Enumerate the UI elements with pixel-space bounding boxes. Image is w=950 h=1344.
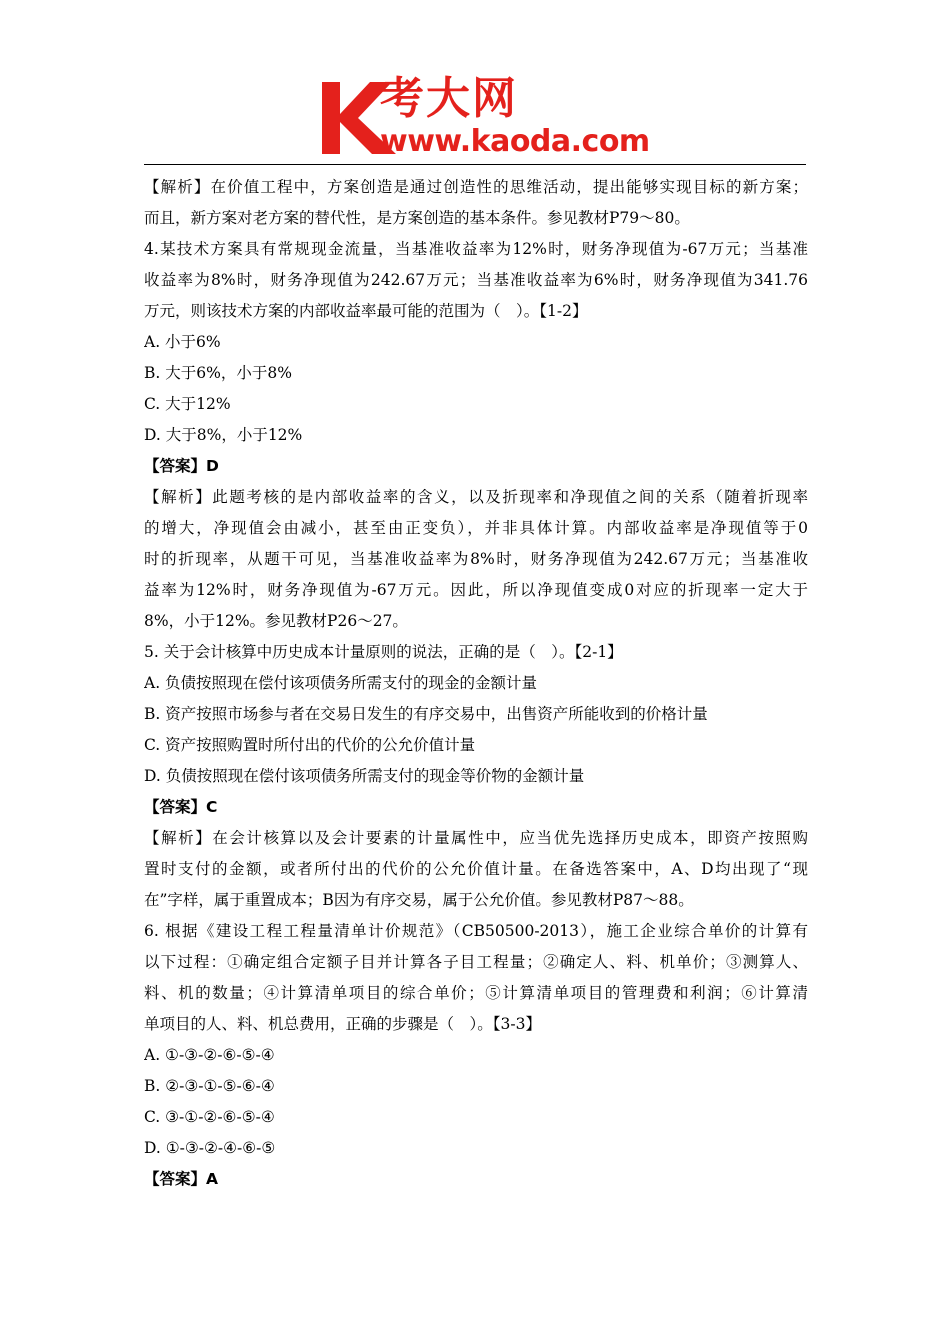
text-line: 5. 关于会计核算中历史成本计量原则的说法，正确的是（ ）。【2-1】: [144, 643, 623, 661]
text-line: B. 资产按照市场参与者在交易日发生的有序交易中，出售资产所能收到的价格计量: [144, 705, 708, 723]
text-line: B. ②-③-①-⑤-⑥-④: [144, 1077, 275, 1095]
text-line: C. 资产按照购置时所付出的代价的公允价值计量: [144, 736, 476, 754]
text-line: A. 小于6%: [144, 333, 221, 351]
text-line: B. 大于6%，小于8%: [144, 364, 292, 382]
text-line: 单项目的人、料、机总费用，正确的步骤是（ ）。【3-3】: [144, 1015, 541, 1033]
answer-line: 【答案】C: [144, 798, 218, 816]
logo-chinese-name: 考大网: [380, 73, 518, 124]
answer-line: 【答案】A: [144, 1170, 218, 1188]
text-line: 6. 根据《建设工程工程量清单计价规范》（CB50500-2013），施工企业综合单价的计算有: [144, 922, 808, 940]
text-line: 8%，小于12%。参见教材P26～27。: [144, 612, 408, 630]
text-line: 置时支付的金额，或者所付出的代价的公允价值计量。在备选答案中，A、D均出现了“现: [144, 860, 808, 878]
text-line: A. 负债按照现在偿付该项债务所需支付的现金的金额计量: [144, 674, 538, 692]
kaoda-logo: [318, 73, 650, 160]
text-line: 【解析】在会计核算以及会计要素的计量属性中，应当优先选择历史成本，即资产按照购: [144, 829, 808, 847]
text-line: 4.某技术方案具有常规现金流量，当基准收益率为12%时，财务净现值为-67万元；当基准: [144, 240, 808, 258]
text-line: D. 负债按照现在偿付该项债务所需支付的现金等价物的金额计量: [144, 767, 585, 785]
text-line: A. ①-③-②-⑥-⑤-④: [144, 1046, 275, 1064]
text-line: 以下过程：①确定组合定额子目并计算各子目工程量；②确定人、料、机单价；③测算人、: [144, 953, 808, 971]
text-line: 益率为12%时，财务净现值为-67万元。因此，所以净现值变成0对应的折现率一定大于: [144, 581, 808, 599]
text-line: 料、机的数量；④计算清单项目的综合单价；⑤计算清单项目的管理费和利润；⑥计算清: [144, 984, 808, 1002]
text-line: D. ①-③-②-④-⑥-⑤: [144, 1139, 276, 1157]
text-line: 的增大，净现值会由减小，甚至由正变负），并非具体计算。内部收益率是净现值等于0: [144, 519, 808, 537]
answer-line: 【答案】D: [144, 457, 219, 475]
text-line: 万元，则该技术方案的内部收益率最可能的范围为（ ）。【1-2】: [144, 302, 588, 320]
document-body: [144, 172, 808, 1195]
text-line: C. ③-①-②-⑥-⑤-④: [144, 1108, 275, 1126]
text-line: 而且，新方案对老方案的替代性，是方案创造的基本条件。参见教材P79～80。: [144, 209, 690, 227]
text-line: C. 大于12%: [144, 395, 231, 413]
text-line: 时的折现率，从题干可见，当基准收益率为8%时，财务净现值为242.67万元；当基准收: [144, 550, 808, 568]
text-line: D. 大于8%，小于12%: [144, 426, 303, 444]
text-line: 收益率为8%时，财务净现值为242.67万元；当基准收益率为6%时，财务净现值为341.76: [144, 271, 808, 289]
header-divider: [144, 164, 806, 165]
text-line: 在”字样，属于重置成本；B因为有序交易，属于公允价值。参见教材P87～88。: [144, 891, 694, 909]
text-line: 【解析】在价值工程中，方案创造是通过创造性的思维活动，提出能够实现目标的新方案；: [144, 178, 808, 196]
text-line: 【解析】此题考核的是内部收益率的含义，以及折现率和净现值之间的关系（随着折现率: [144, 488, 808, 506]
logo-url: www.kaoda.com: [380, 124, 650, 159]
